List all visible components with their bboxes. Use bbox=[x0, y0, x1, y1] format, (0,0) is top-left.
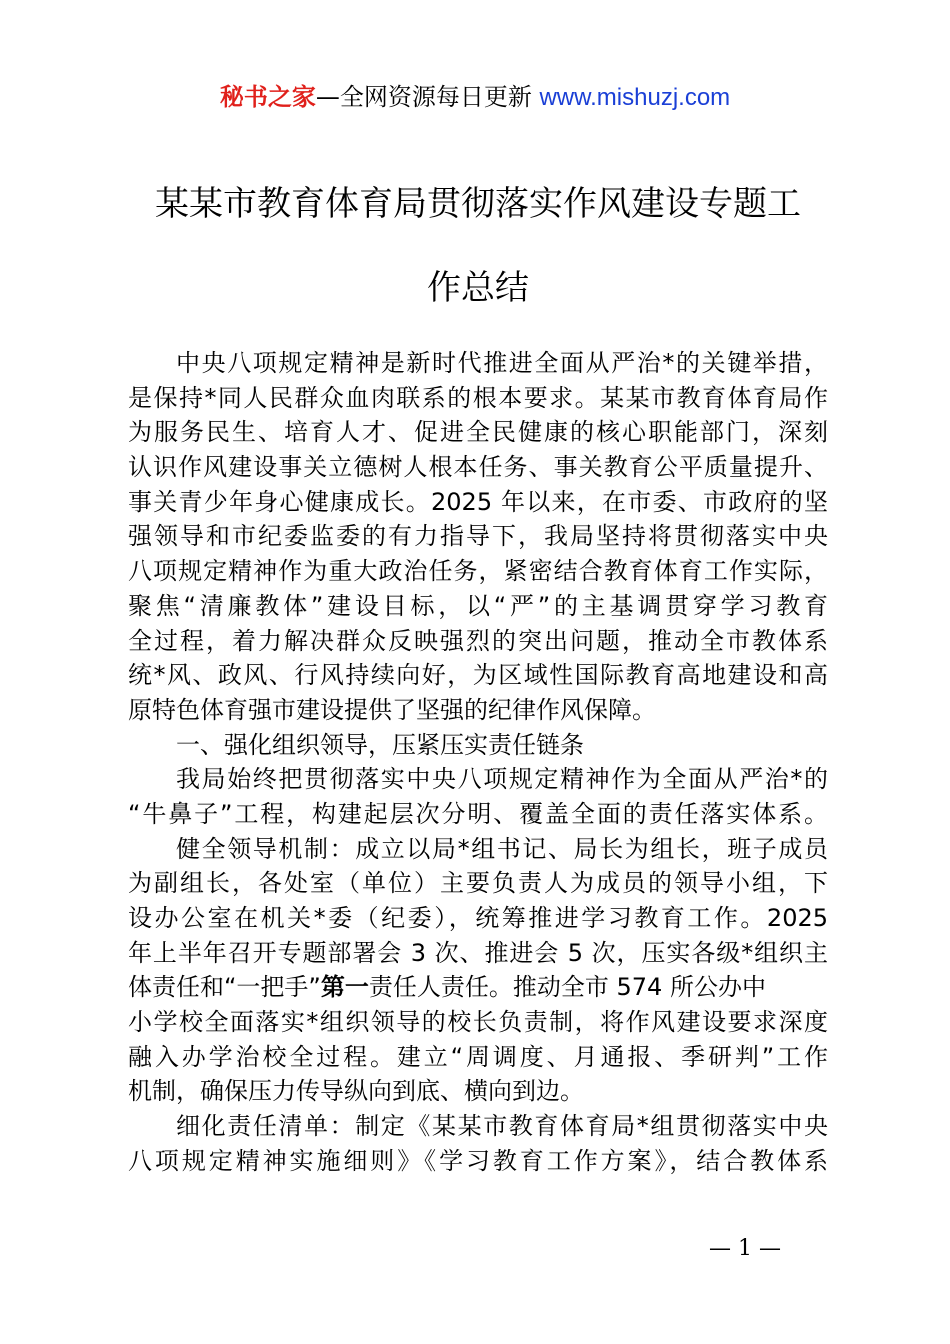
body-line: 小学校全面落实*组织领导的校长负责制，将作风建设要求深度 bbox=[128, 1008, 828, 1037]
section-heading: 一、强化组织领导，压紧压实责任链条 bbox=[176, 730, 584, 759]
title-line-2: 作总结 bbox=[427, 268, 529, 308]
body-line: 中央八项规定精神是新时代推进全面从严治*的关键举措， bbox=[176, 349, 828, 377]
body-line: 原特色体育强市建设提供了坚强的纪律作风保障。 bbox=[128, 695, 656, 724]
body-line: 设办公室在机关*委（纪委），统筹推进学习教育工作。2025 bbox=[128, 904, 828, 932]
body-line: 融入办学治校全过程。建立“周调度、月通报、季研判”工作 bbox=[128, 1042, 828, 1071]
body-line: 事关青少年身心健康成长。2025 年以来，在市委、市政府的坚 bbox=[128, 487, 828, 516]
body-line: 年上半年召开专题部署会 3 次、推进会 5 次，压实各级*组织主 bbox=[128, 938, 828, 967]
body-line: 健全领导机制：成立以局*组书记、局长为组长，班子成员 bbox=[176, 834, 828, 863]
document-body bbox=[128, 346, 828, 1179]
body-line: 统*风、政风、行风持续向好，为区域性国际教育高地建设和高 bbox=[128, 661, 828, 690]
body-line: 聚焦“清廉教体”建设目标，以“严”的主基调贯穿学习教育 bbox=[128, 591, 828, 620]
brand-name: 秘书之家 bbox=[219, 83, 316, 111]
header-slogan: —全网资源每日更新 bbox=[315, 83, 540, 111]
body-line: 全过程，着力解决群众反映强烈的突出问题，推动全市教体系 bbox=[128, 626, 828, 655]
title-line-1: 某某市教育体育局贯彻落实作风建设专题工 bbox=[155, 184, 801, 224]
page-number: — 1 — bbox=[709, 1236, 781, 1261]
body-line: 是保持*同人民群众血肉联系的根本要求。某某市教育体育局作 bbox=[128, 383, 828, 412]
body-line: 八项规定精神实施细则》《学习教育工作方案》，结合教体系 bbox=[128, 1146, 828, 1175]
body-line: 机制，确保压力传导纵向到底、横向到边。 bbox=[128, 1077, 584, 1106]
body-line: 认识作风建设事关立德树人根本任务、事关教育公平质量提升、 bbox=[128, 453, 828, 482]
emphasis-text: 第一 bbox=[320, 973, 369, 1002]
site-url-link[interactable]: www.mishuzj.com bbox=[539, 84, 731, 111]
site-header bbox=[0, 80, 950, 115]
body-text-segment: 体责任和“一把手” bbox=[128, 973, 321, 1002]
body-line: “牛鼻子”工程，构建起层次分明、覆盖全面的责任落实体系。 bbox=[128, 799, 828, 828]
body-line: 为副组长，各处室（单位）主要负责人为成员的领导小组，下 bbox=[128, 869, 828, 898]
body-line: 强领导和市纪委监委的有力指导下，我局坚持将贯彻落实中央 bbox=[128, 522, 828, 551]
body-line: 八项规定精神作为重大政治任务，紧密结合教育体育工作实际， bbox=[128, 557, 828, 586]
document-title bbox=[128, 162, 828, 330]
body-text-segment: 责任人责任。推动全市 574 所公办中 bbox=[368, 973, 766, 1002]
body-line: 细化责任清单：制定《某某市教育体育局*组贯彻落实中央 bbox=[176, 1112, 828, 1141]
body-line: 为服务民生、培育人才、促进全民健康的核心职能部门，深刻 bbox=[128, 418, 828, 447]
body-line: 我局始终把贯彻落实中央八项规定精神作为全面从严治*的 bbox=[176, 765, 828, 794]
body-line-mixed bbox=[128, 970, 828, 1005]
